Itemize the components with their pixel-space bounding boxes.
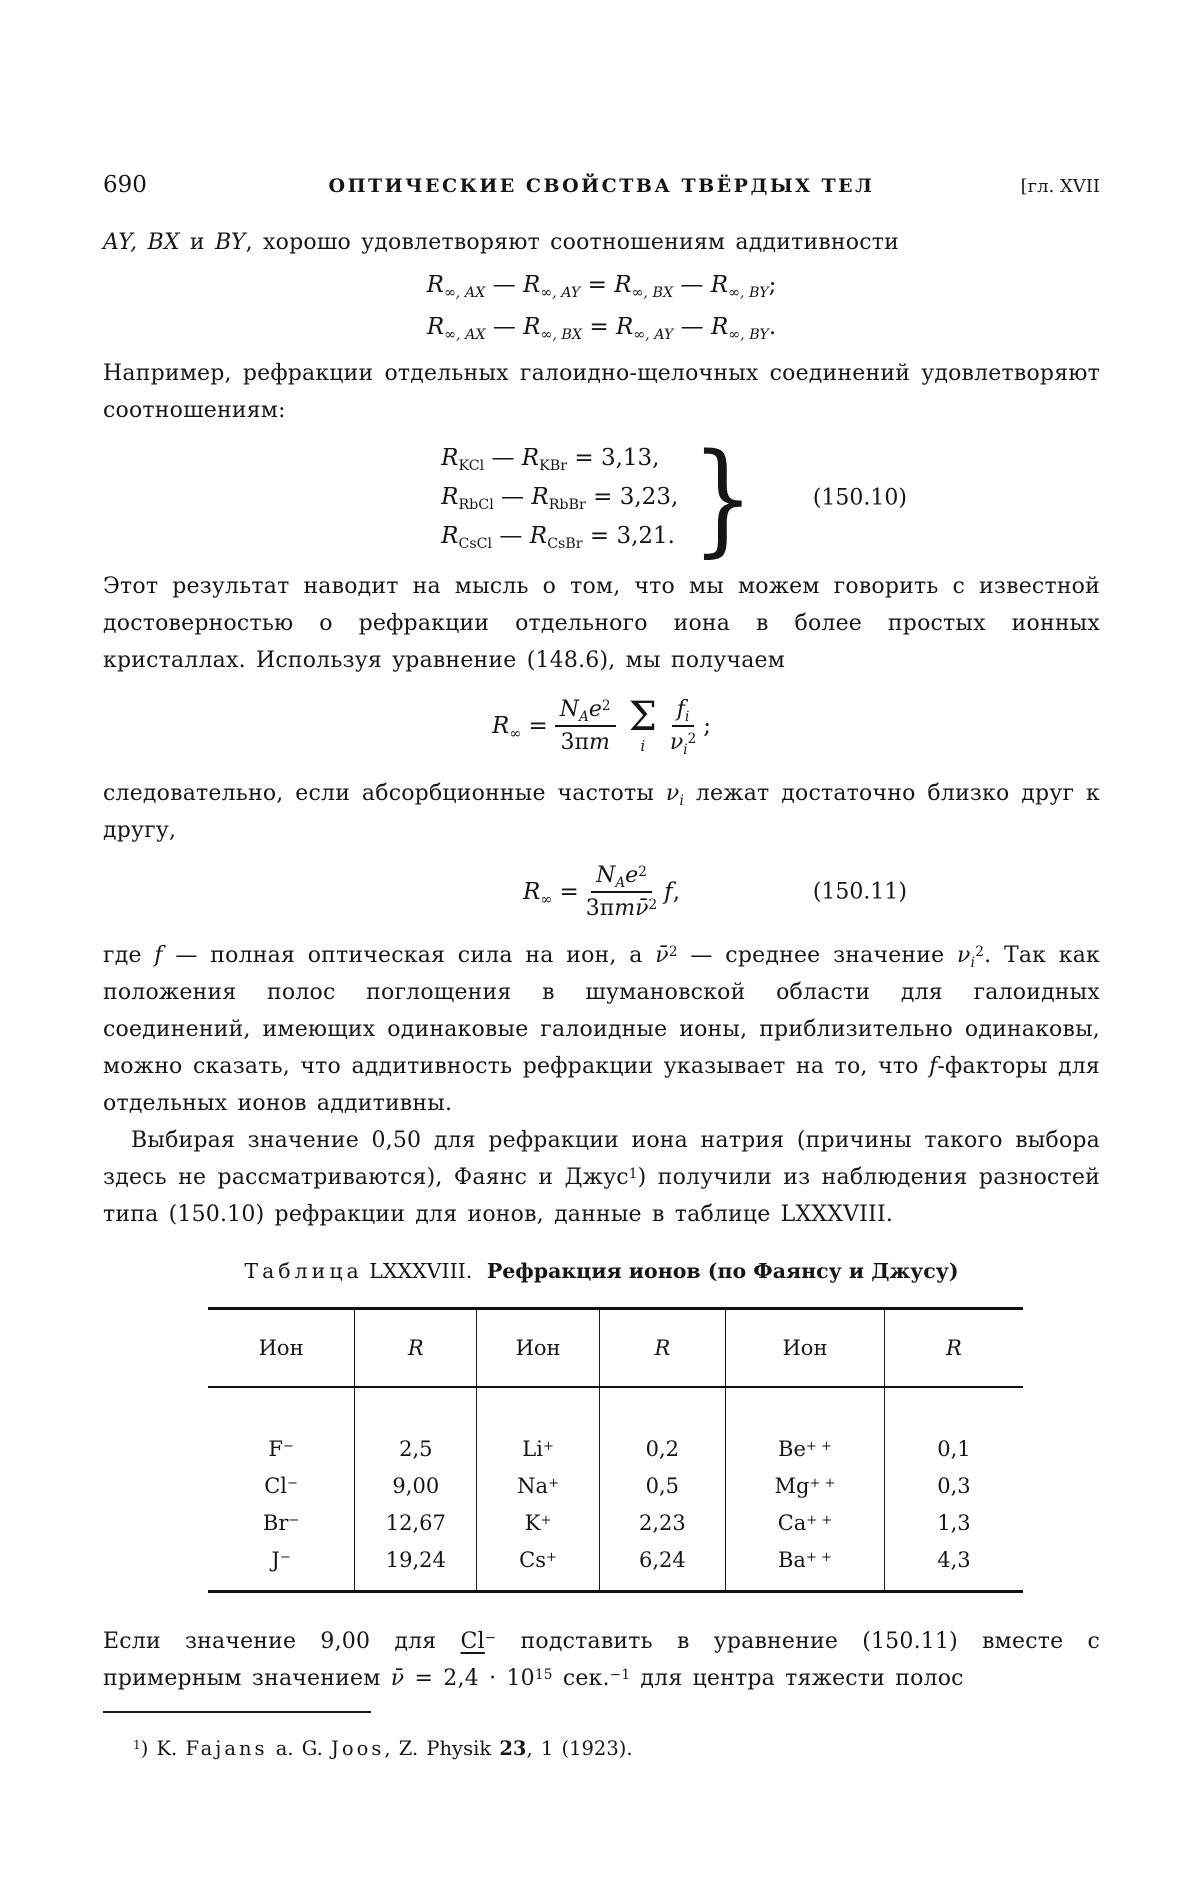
text-run: Выбирая значение 0,50 для рефракции иона натрия (причины такого выбора здесь не рассматриваются), Фаянс и Джус: [103, 1128, 1100, 1190]
text-run: 2: [648, 896, 658, 913]
text-run: −: [288, 1513, 300, 1529]
text-run: N: [559, 697, 580, 722]
fraction-denominator: [561, 727, 610, 755]
fraction-nae2-3pimnu2: [586, 863, 657, 921]
text-run: =: [582, 314, 616, 340]
chapter-reference: [гл. XVII: [1020, 176, 1100, 197]
text-run: R: [946, 1336, 962, 1360]
paragraph-example-halides: [103, 355, 1100, 429]
text-run: J: [271, 1548, 280, 1572]
text-run: i: [679, 793, 685, 810]
text-run: R: [441, 484, 459, 510]
text-run: +: [542, 1439, 554, 1455]
fraction-nae2-3pim: [555, 697, 616, 755]
text-run: —: [485, 272, 523, 298]
refraction-value-cell: [599, 1468, 725, 1505]
refraction-value-cell: [355, 1468, 477, 1505]
text-run: = 3,21.: [582, 523, 675, 549]
equation-system-halide-differences: [103, 426, 1100, 569]
text-run: i: [684, 709, 690, 726]
text-run: R: [614, 272, 632, 298]
column-header-r: [884, 1309, 1023, 1388]
paragraph-fajans-joos: [103, 1122, 1100, 1233]
table-row: [208, 1468, 1023, 1505]
text-run: —: [673, 314, 711, 340]
text-run: +: [540, 1513, 552, 1529]
text-run: Mg: [774, 1474, 810, 1498]
text-run: R: [491, 713, 510, 739]
ion-cell: [726, 1542, 885, 1592]
text-run: 15: [534, 1666, 553, 1683]
text-run: AY, BX: [103, 230, 180, 255]
text-run: R: [426, 314, 445, 340]
paragraph-additivity-intro: [103, 224, 1100, 261]
text-run: Ион: [258, 1336, 304, 1360]
text-run: F: [268, 1437, 283, 1461]
equation-150-11: [103, 863, 1100, 921]
equation-lines: [441, 439, 678, 556]
ion-cell: [726, 1387, 885, 1468]
fraction-numerator: [555, 697, 616, 727]
text-run: Ba: [778, 1548, 806, 1572]
text-run: =: [521, 713, 548, 739]
text-run: ;: [703, 713, 712, 739]
text-run: Fajans: [185, 1736, 268, 1760]
text-run: + +: [805, 1550, 832, 1566]
text-run: −: [279, 1550, 291, 1566]
equation-kcl-kbr: [441, 439, 678, 478]
text-run: m: [614, 896, 636, 921]
text-run: CsBr: [547, 536, 583, 553]
text-run: Ион: [515, 1336, 561, 1360]
table-row: [208, 1542, 1023, 1592]
refraction-value-cell: [599, 1542, 725, 1592]
text-run: 0,1: [937, 1437, 971, 1461]
text-run: R: [522, 272, 541, 298]
fraction-numerator: [591, 863, 652, 893]
text-run: K: [524, 1511, 541, 1535]
text-run: —: [492, 523, 530, 549]
fraction-numerator: [672, 697, 695, 727]
text-run: R: [710, 272, 729, 298]
text-run: 0,2: [645, 1437, 680, 1461]
text-run: 0,3: [937, 1474, 971, 1498]
text-run: Na: [517, 1474, 549, 1498]
ion-cell: [477, 1542, 599, 1592]
text-run: ∞, AY: [540, 285, 581, 302]
fraction-denominator: [669, 727, 697, 759]
text-run: ∞, AX: [443, 285, 486, 302]
text-run: Например, рефракции отдельных галоидно-щелочных соединений удовлетворяют соотношениям:: [103, 361, 1100, 423]
refraction-value-cell: [884, 1468, 1023, 1505]
text-run: KBr: [539, 458, 568, 475]
page-number: 690: [103, 172, 147, 198]
column-header-ion: [208, 1309, 355, 1388]
fraction-fi-nui2: [669, 697, 697, 759]
equation-number-150-11: (150.11): [812, 879, 907, 905]
text-run: 23: [499, 1736, 527, 1760]
column-header-r: [599, 1309, 725, 1388]
text-run: −: [484, 1629, 497, 1646]
equation-tail: [703, 713, 711, 739]
text-run: e: [625, 863, 639, 888]
text-run: Cs: [519, 1548, 547, 1572]
text-run: + +: [805, 1439, 832, 1455]
equation-cscl-csbr: [441, 517, 678, 556]
text-run: ) K.: [140, 1736, 186, 1760]
text-run: 2: [687, 730, 697, 747]
text-run: KCl: [458, 458, 485, 475]
footnote-separator: [103, 1711, 371, 1713]
refraction-value-cell: [355, 1387, 477, 1468]
text-run: f: [154, 943, 163, 968]
text-run: Li: [522, 1437, 543, 1461]
text-run: m: [588, 730, 610, 755]
text-run: R: [529, 523, 548, 549]
text-run: Joos: [331, 1736, 385, 1760]
text-run: 0,5: [645, 1474, 680, 1498]
paragraph-f-factor-additivity: [103, 937, 1100, 1122]
text-run: RbBr: [548, 497, 586, 514]
text-run: ;: [768, 272, 777, 298]
text-run: BY: [214, 230, 246, 255]
text-run: R: [407, 1336, 424, 1360]
footnote-reference: [103, 1733, 1100, 1765]
text-run: i: [683, 742, 688, 759]
refraction-value-cell: [884, 1387, 1023, 1468]
refraction-value-cell: [884, 1542, 1023, 1592]
ion-cell: [726, 1505, 885, 1542]
equation-refraction-sum: [103, 694, 1100, 759]
text-run: ν: [957, 943, 971, 968]
text-run: ∞, BX: [540, 327, 583, 344]
text-run: , Z. Physik: [384, 1736, 500, 1760]
text-run: Если значение 9,00 для: [103, 1629, 461, 1654]
text-run: для центра тяжести полос: [630, 1666, 964, 1691]
text-run: A: [579, 709, 589, 726]
text-run: ∞: [509, 726, 522, 743]
text-run: ν: [669, 730, 684, 755]
ion-cell: [477, 1505, 599, 1542]
text-run: Ca: [777, 1511, 807, 1535]
ion-cell: [208, 1505, 355, 1542]
text-run: 1: [628, 1165, 638, 1182]
text-run: и: [179, 230, 215, 255]
text-run: = 3,23,: [585, 484, 679, 510]
fraction-denominator: [586, 893, 657, 921]
refraction-value-cell: [599, 1387, 725, 1468]
text-run: 19,24: [385, 1548, 446, 1572]
text-run: — полная оптическая сила на ион, а: [162, 943, 656, 968]
text-run: + +: [809, 1476, 836, 1492]
sigma-symbol: Σ: [628, 694, 657, 740]
table-body: [208, 1387, 1023, 1592]
text-run: Cl: [264, 1474, 288, 1498]
text-run: i: [640, 737, 646, 755]
text-run: R: [441, 523, 459, 549]
ion-cell: [208, 1468, 355, 1505]
text-run: — среднее значение: [677, 943, 958, 968]
text-run: CsCl: [458, 536, 493, 553]
text-run: Ион: [782, 1336, 828, 1360]
paragraph-substitution: [103, 1623, 1100, 1697]
text-run: сек.: [552, 1666, 610, 1691]
paragraph-frequencies-close: [103, 775, 1100, 849]
equation-additivity-2: [103, 307, 1100, 347]
ion-refraction-table: [208, 1307, 1023, 1593]
text-run: R: [522, 879, 541, 905]
text-run: −: [282, 1439, 294, 1455]
ion-cell: [477, 1387, 599, 1468]
text-run: ,: [672, 879, 680, 905]
text-run: 2: [668, 943, 678, 960]
text-run: e: [588, 697, 602, 722]
text-run: R: [531, 484, 549, 510]
text-run: 2,5: [399, 1437, 433, 1461]
text-run: R: [523, 314, 541, 340]
text-run: . Так как положения полос поглощения в шумановской области для галоидных соединений, имеющих одинаковые галоидные ионы, приблизительно одинаковы, можно сказать, что аддитивность рефракции указывает на то, что: [103, 943, 1100, 1079]
text-run: ∞: [540, 892, 553, 909]
text-run: −: [287, 1476, 298, 1492]
text-run: f: [929, 1054, 938, 1079]
text-run: R: [521, 445, 540, 471]
text-run: 9,00: [392, 1474, 440, 1498]
ion-cell: [726, 1468, 885, 1505]
ion-cell: [208, 1542, 355, 1592]
text-run: i: [970, 955, 976, 972]
text-run: 1: [133, 1738, 141, 1753]
text-run: R: [426, 272, 444, 298]
text-run: ∞, BY: [728, 285, 769, 302]
text-run: 6,24: [638, 1548, 686, 1572]
text-run: лежат достаточно близко друг к другу,: [103, 781, 1100, 843]
text-run: =: [552, 879, 579, 905]
text-run: + +: [806, 1513, 833, 1529]
text-run: ) получили из наблюдения разностей типа (150.10) рефракции для ионов, данные в таблице LXXXVIII.: [103, 1165, 1100, 1227]
text-run: ∞, BX: [631, 285, 674, 302]
text-run: 1,3: [937, 1511, 971, 1535]
text-run: = 2,4 · 10: [404, 1666, 535, 1691]
text-run: , 1 (1923).: [526, 1736, 633, 1760]
text-run: Be: [778, 1437, 806, 1461]
text-run: , хорошо удовлетворяют соотношениям аддитивности: [245, 230, 899, 255]
text-run: —: [485, 314, 524, 340]
ion-cell: [208, 1387, 355, 1468]
text-run: ν̄: [390, 1666, 405, 1691]
text-run: подставить в уравнение (150.11) вместе с примерным значением: [103, 1629, 1101, 1691]
text-run: .: [768, 314, 777, 340]
text-run: где: [103, 943, 155, 968]
table-row: [208, 1505, 1023, 1542]
text-run: R: [615, 314, 634, 340]
text-run: Cl: [460, 1629, 485, 1654]
text-run: a. G.: [267, 1736, 332, 1760]
table-row: [208, 1387, 1023, 1468]
refraction-value-cell: [884, 1505, 1023, 1542]
text-run: R: [441, 445, 459, 471]
text-run: 2: [601, 697, 611, 714]
text-run: ν̄: [635, 896, 649, 921]
text-run: f: [676, 697, 685, 722]
text-run: 3π: [560, 730, 589, 755]
text-run: N: [596, 863, 616, 888]
equation-rbcl-rbbr: [441, 478, 678, 517]
text-run: —: [484, 445, 522, 471]
text-run: 12,67: [385, 1511, 446, 1535]
text-run: 2,23: [638, 1511, 686, 1535]
table-label-number: LXXXVIII.: [369, 1259, 473, 1283]
text-run: 4,3: [937, 1548, 971, 1572]
text-run: —: [493, 484, 532, 510]
text-run: f: [664, 879, 673, 905]
text-run: 2: [975, 943, 985, 960]
refraction-value-cell: [355, 1542, 477, 1592]
text-run: ∞, BY: [728, 327, 769, 344]
system-brace: }: [692, 426, 755, 569]
column-header-ion: [726, 1309, 885, 1388]
equation-lhs: [491, 713, 548, 743]
text-run: R: [710, 314, 729, 340]
summation-index: [640, 737, 645, 755]
text-run: = 3,13,: [567, 445, 660, 471]
text-run: 3π: [585, 896, 615, 921]
running-header: [103, 172, 1100, 198]
equation-lhs: [522, 879, 579, 909]
table-head: [208, 1309, 1023, 1388]
column-header-ion: [477, 1309, 599, 1388]
equation-additivity-1: [103, 265, 1100, 305]
paragraph-result-discussion: [103, 568, 1100, 679]
text-run: ν̄: [655, 943, 669, 968]
text-run: следовательно, если абсорбционные частоты: [103, 781, 666, 806]
summation-operator: [628, 694, 657, 755]
text-run: −1: [609, 1666, 631, 1683]
text-run: RbCl: [458, 497, 494, 514]
refraction-value-cell: [599, 1505, 725, 1542]
text-run: +: [546, 1550, 557, 1566]
text-run: ∞, AX: [444, 327, 486, 344]
text-run: R: [654, 1336, 671, 1360]
text-run: —: [673, 272, 711, 298]
table-label-word: Таблица: [244, 1259, 363, 1283]
table-caption: Рефракция ионов (по Фаянсу и Джусу): [486, 1259, 959, 1283]
ion-cell: [477, 1468, 599, 1505]
text-run: Этот результат наводит на мысль о том, что мы можем говорить с известной достоверностью о рефракции отдельного иона в более простых ионных кристаллах. Используя уравнение (148.6), мы получаем: [103, 574, 1100, 673]
text-run: A: [615, 875, 626, 892]
text-run: =: [580, 272, 615, 298]
equation-number-150-10: (150.10): [812, 485, 907, 510]
refraction-value-cell: [355, 1505, 477, 1542]
table-header-row: [208, 1309, 1023, 1388]
text-run: 2: [638, 863, 647, 880]
text-run: +: [548, 1476, 559, 1492]
text-run: -факторы для отдельных ионов аддитивны.: [103, 1054, 1100, 1116]
table-title: [103, 1259, 1100, 1283]
equation-tail: [664, 879, 680, 905]
column-header-r: [355, 1309, 477, 1388]
text-run: ν: [665, 781, 680, 806]
running-title: ОПТИЧЕСКИЕ СВОЙСТВА ТВЁРДЫХ ТЕЛ: [328, 175, 875, 197]
text-run: Br: [262, 1511, 289, 1535]
text-run: ∞, AY: [633, 327, 674, 344]
